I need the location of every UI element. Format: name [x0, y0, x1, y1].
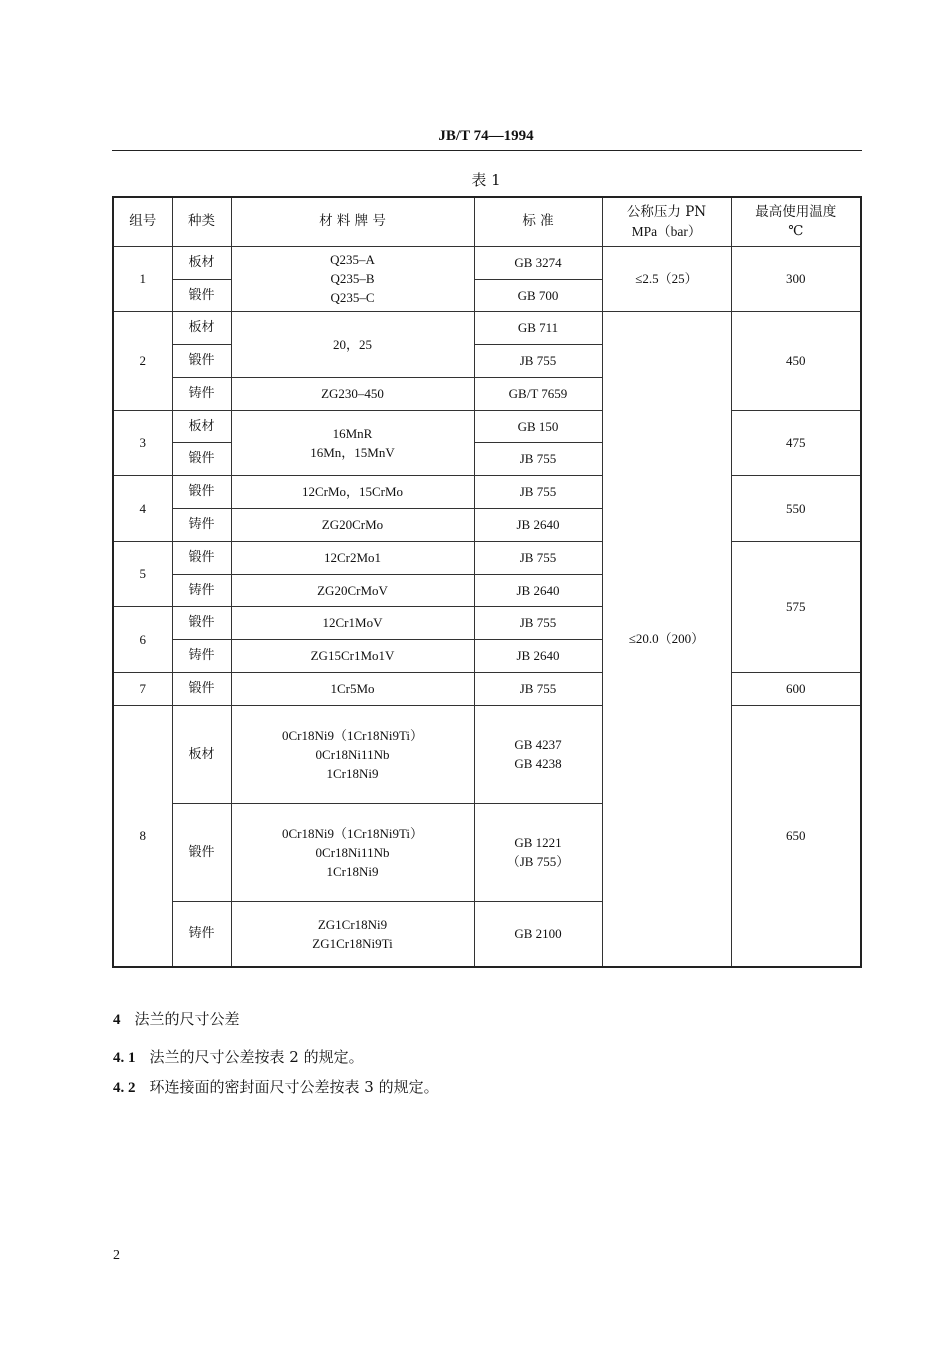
kind-cell: 铸件 [172, 508, 231, 541]
kind-cell: 锻件 [172, 442, 231, 475]
page-number: 2 [113, 1248, 120, 1263]
section-4-text: 法兰的尺寸公差 [134, 1010, 240, 1028]
kind-cell: 板材 [172, 705, 231, 803]
section-4-1-text: 法兰的尺寸公差按表 2 的规定。 [149, 1048, 364, 1066]
section-4-1-number: 4. 1 [113, 1050, 136, 1066]
temperature-cell: 450 [731, 311, 861, 410]
materials-table [112, 196, 862, 968]
header-material: 材 料 牌 号 [231, 197, 474, 246]
standard-cell: GB 2100 [474, 901, 602, 967]
kind-cell: 锻件 [172, 606, 231, 639]
standard-cell: JB 2640 [474, 639, 602, 672]
material-cell: ZG20CrMoV [231, 574, 474, 606]
kind-cell: 锻件 [172, 672, 231, 705]
group-number: 1 [113, 246, 172, 311]
kind-cell: 铸件 [172, 901, 231, 967]
section-4-heading [113, 1009, 240, 1030]
standard-cell: JB 2640 [474, 574, 602, 606]
material-cell: 16MnR 16Mn，15MnV [231, 410, 474, 475]
header-group: 组号 [113, 197, 172, 246]
table-row [113, 410, 861, 442]
kind-cell: 锻件 [172, 475, 231, 508]
header-pressure-line1: 公称压力 PN [626, 203, 707, 220]
kind-cell: 铸件 [172, 639, 231, 672]
kind-cell: 锻件 [172, 344, 231, 377]
material-cell: 0Cr18Ni9（1Cr18Ni9Ti） 0Cr18Ni11Nb 1Cr18Ni9 [231, 803, 474, 901]
table-caption: 表 1 [471, 171, 501, 189]
group-number: 2 [113, 311, 172, 410]
standard-cell: JB 2640 [474, 508, 602, 541]
header-kind: 种类 [172, 197, 231, 246]
material-cell: ZG230–450 [231, 377, 474, 410]
table-row [113, 311, 861, 344]
standard-cell: JB 755 [474, 344, 602, 377]
temperature-cell: 475 [731, 410, 861, 475]
group-number: 8 [113, 705, 172, 967]
standard-cell: GB 3274 [474, 246, 602, 279]
kind-cell: 板材 [172, 410, 231, 442]
table-header-row [113, 197, 861, 246]
standard-cell: GB 4237 GB 4238 [474, 705, 602, 803]
standard-cell: GB 1221 （JB 755） [474, 803, 602, 901]
kind-cell: 锻件 [172, 279, 231, 311]
material-cell: ZG15Cr1Mo1V [231, 639, 474, 672]
document-header: JB/T 74—1994 [438, 128, 534, 144]
standard-cell: JB 755 [474, 475, 602, 508]
header-temperature [731, 197, 861, 246]
temperature-cell: 650 [731, 705, 861, 967]
group-number: 4 [113, 475, 172, 541]
header-rule [112, 150, 862, 151]
kind-cell: 锻件 [172, 541, 231, 574]
standard-cell: GB 150 [474, 410, 602, 442]
kind-cell: 锻件 [172, 803, 231, 901]
section-4-2 [113, 1077, 439, 1098]
material-cell: 12Cr1MoV [231, 606, 474, 639]
material-cell: ZG20CrMo [231, 508, 474, 541]
kind-cell: 铸件 [172, 574, 231, 606]
material-cell: 12Cr2Mo1 [231, 541, 474, 574]
pressure-cell: ≤2.5（25） [602, 246, 731, 311]
standard-cell: GB/T 7659 [474, 377, 602, 410]
pressure-cell: ≤20.0（200） [602, 311, 731, 967]
table-row [113, 672, 861, 705]
section-4-number: 4 [113, 1012, 121, 1028]
group-number: 6 [113, 606, 172, 672]
section-4-1 [113, 1047, 364, 1068]
material-cell: 1Cr5Mo [231, 672, 474, 705]
group-number: 5 [113, 541, 172, 606]
header-pressure [602, 197, 731, 246]
standard-cell: GB 711 [474, 311, 602, 344]
standard-cell: JB 755 [474, 672, 602, 705]
group-number: 3 [113, 410, 172, 475]
standard-cell: JB 755 [474, 442, 602, 475]
table-row [113, 705, 861, 803]
kind-cell: 板材 [172, 246, 231, 279]
table-row [113, 246, 861, 279]
temperature-cell: 600 [731, 672, 861, 705]
temperature-cell: 300 [731, 246, 861, 311]
header-standard: 标 准 [474, 197, 602, 246]
section-4-2-number: 4. 2 [113, 1080, 136, 1096]
standard-cell: JB 755 [474, 541, 602, 574]
material-cell: 0Cr18Ni9（1Cr18Ni9Ti） 0Cr18Ni11Nb 1Cr18Ni9 [231, 705, 474, 803]
kind-cell: 板材 [172, 311, 231, 344]
material-cell: Q235–A Q235–B Q235–C [231, 246, 474, 311]
header-pressure-line2: MPa（bar） [631, 223, 702, 239]
header-temperature-line1: 最高使用温度 [755, 203, 837, 220]
material-cell: 12CrMo，15CrMo [231, 475, 474, 508]
section-4-2-text: 环连接面的密封面尺寸公差按表 3 的规定。 [149, 1078, 439, 1096]
standard-cell: JB 755 [474, 606, 602, 639]
material-cell: 20，25 [231, 311, 474, 377]
temperature-cell: 550 [731, 475, 861, 541]
standard-cell: GB 700 [474, 279, 602, 311]
table-row [113, 475, 861, 508]
group-number: 7 [113, 672, 172, 705]
material-cell: ZG1Cr18Ni9 ZG1Cr18Ni9Ti [231, 901, 474, 967]
table-row [113, 541, 861, 574]
header-temperature-line2: ℃ [788, 222, 804, 239]
temperature-cell: 575 [731, 541, 861, 672]
kind-cell: 铸件 [172, 377, 231, 410]
